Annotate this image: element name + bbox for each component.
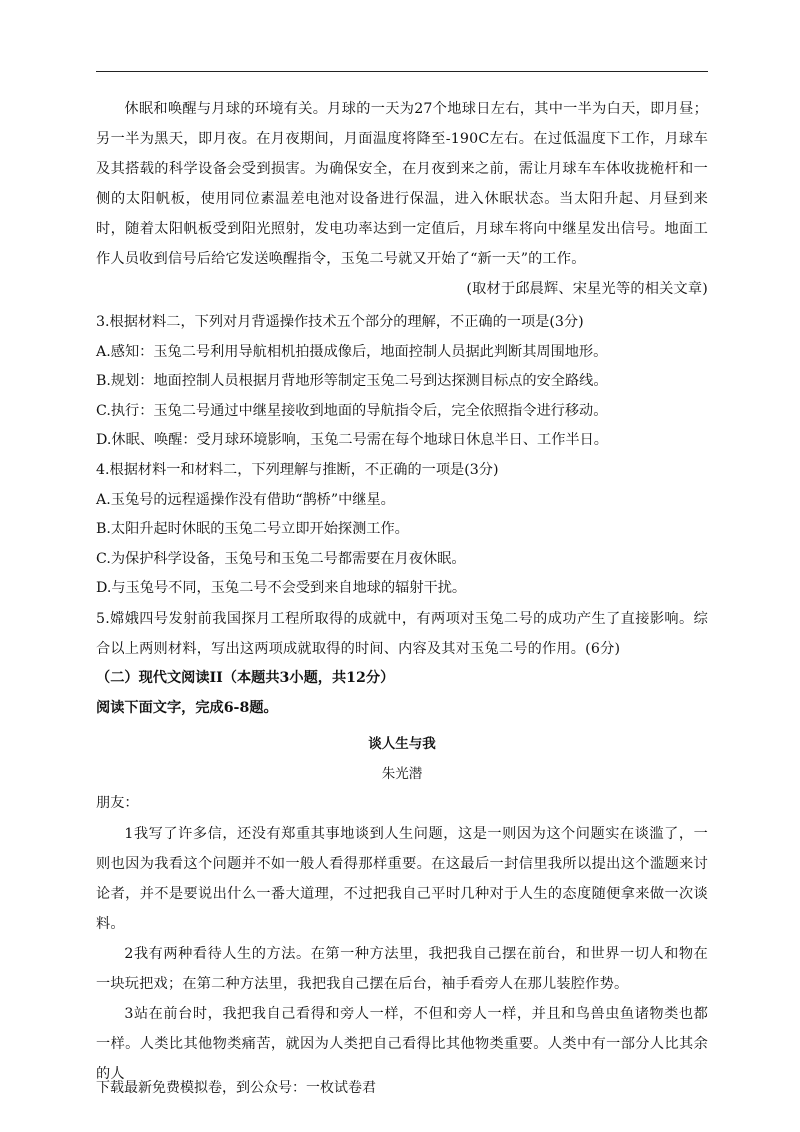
question-5 (96, 604, 708, 664)
q5-text: 5.嫦娥四号发射前我国探月工程所取得的成就中，有两项对玉兔二号的成功产生了直接影响。综合以上两则材料，写出这两项成就取得的时间、内容及其对玉兔二号的作用。(6分) (96, 611, 708, 657)
section-2-header (96, 664, 708, 723)
section-heading: （二）现代文阅读II（本题共3小题，共12分） (96, 670, 395, 686)
q3-option-a: A.感知：玉兔二号利用导航相机拍摄成像后，地面控制人员据此判断其周围地形。 (96, 343, 608, 360)
material-paragraph: 休眠和唤醒与月球的环境有关。月球的一天为27个地球日左右，其中一半为白天，即月昼；另一半为黑天，即月夜。在月夜期间，月面温度将降至-190C左右。在过低温度下工作，月球车及其搭载的科学设备会受到损害。为确保安全，在月夜到来之前，需让月球车车体收拢桅杆和一侧的太阳帆板，使用同位素温差电池对设备进行保温，进入休眠状态。当太阳升起、月昼到来时，随着太阳帆板受到阳光照射，发电功率达到一定值后，月球车将向中继星发出信号。地面工作人员收到信号后给它发送唤醒指令，玉兔二号就又开始了“新一天”的工作。 (96, 101, 708, 267)
material-paragraph-block (96, 94, 708, 304)
source-note: (取材于邱晨辉、宋星光等的相关文章) (466, 281, 708, 297)
article-paragraph-2: 2我有两种看待人生的方法。在第一种方法里，我把我自己摆在前台，和世界一切人和物在一块玩把戏；在第二种方法里，我把我自己摆在后台，袖手看旁人在那儿装腔作势。 (96, 945, 708, 992)
q3-option-c: C.执行：玉兔二号通过中继星接收到地面的导航指令后，完全依照指令进行移动。 (96, 402, 608, 419)
q3-option-d: D.休眠、唤醒：受月球环境影响，玉兔二号需在每个地球日休息半日、工作半日。 (96, 432, 608, 448)
q4-option-d: D.与玉兔号不同，玉兔二号不会受到来自地球的辐射干扰。 (96, 580, 467, 596)
footer-note: 下载最新免费模拟卷，到公众号：一枚试卷君 (96, 1080, 376, 1096)
q4-option-c: C.为保护科学设备，玉兔号和玉兔二号都需要在月夜休眠。 (96, 550, 466, 567)
reading-instruction: 阅读下面文字，完成6-8题。 (96, 699, 278, 716)
q4-stem: 4.根据材料一和材料二，下列理解与推断，不正确的一项是(3分) (96, 462, 499, 478)
q4-option-b: B.太阳升起时休眠的玉兔二号立即开始探测工作。 (96, 521, 409, 537)
article-author: 朱光潜 (381, 765, 423, 782)
header-rule (96, 71, 708, 72)
article (96, 730, 708, 1089)
article-salutation: 朋友： (96, 795, 139, 811)
article-paragraph-1: 1我写了许多信，还没有郑重其事地谈到人生问题，这是一则因为这个问题实在谈滥了，一则也因为我看这个问题并不如一般人看得那样重要。在这最后一封信里我所以提出这个滥题来讨论者，并不是要说出什么一番大道理，不过把我自己平时几种对于人生的态度随便拿来做一次谈料。 (96, 825, 708, 932)
article-title: 谈人生与我 (368, 736, 436, 752)
question-3 (96, 308, 708, 456)
article-paragraph-3: 3站在前台时，我把我自己看得和旁人一样，不但和旁人一样，并且和鸟兽虫鱼诸物类也都一样。人类比其他物类痛苦，就因为人类把自己看得比其他物类重要。人类中有一部分人比其余的人 (96, 1005, 708, 1082)
q4-option-a: A.玉兔号的远程遥操作没有借助“鹊桥”中继星。 (96, 491, 395, 508)
q3-option-b: B.规划：地面控制人员根据月背地形等制定玉兔二号到达探测目标点的安全路线。 (96, 373, 608, 389)
q3-stem: 3.根据材料二，下列对月背遥操作技术五个部分的理解，不正确的一项是(3分) (96, 314, 584, 330)
question-4 (96, 456, 708, 604)
